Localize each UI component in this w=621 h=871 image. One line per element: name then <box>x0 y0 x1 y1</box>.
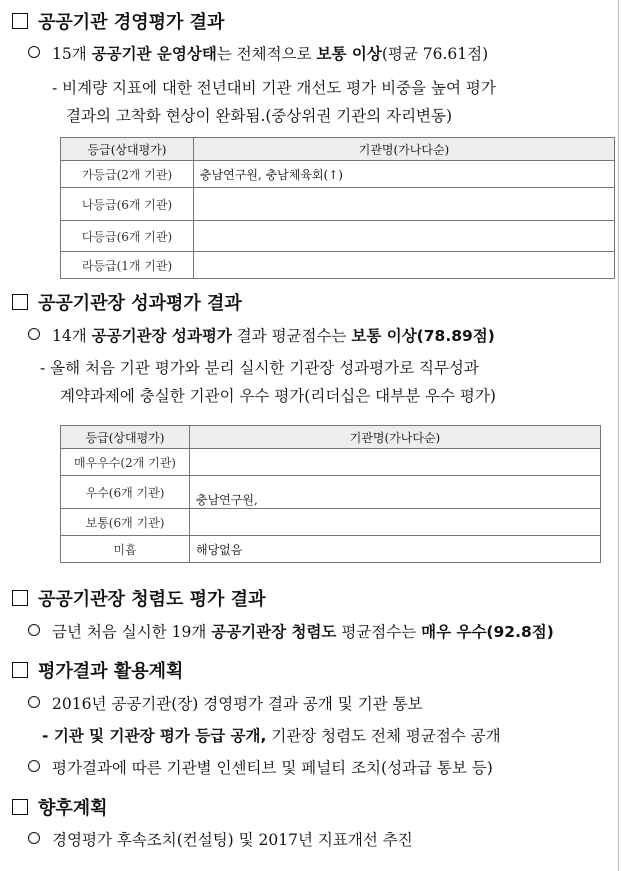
section-heading-5 <box>12 794 108 820</box>
table-header: 기관명(가나다순) <box>194 138 615 161</box>
checkbox-square-icon <box>12 294 28 310</box>
bullet-line: 2016년 공공기관(장) 경영평가 결과 공개 및 기관 통보 <box>28 692 423 714</box>
table-row: 우수(6개 기관) 충남연구원, <box>61 476 601 509</box>
table-row: 라등급(1개 기관) <box>61 252 615 279</box>
circle-bullet-icon <box>28 696 40 708</box>
circle-bullet-icon <box>28 328 40 340</box>
bullet-line: 금년 처음 실시한 19개 공공기관장 청렴도 평균점수는 매우 우수(92.8점) <box>28 620 554 642</box>
section-title: 평가결과 활용계획 <box>38 661 184 682</box>
section-title: 향후계획 <box>38 798 108 819</box>
circle-bullet-icon <box>28 832 40 844</box>
bullet-line: 14개 공공기관장 성과평가 결과 평균점수는 보통 이상(78.89점) <box>28 324 495 346</box>
section-heading-4 <box>12 657 183 683</box>
section-heading-2 <box>12 289 242 315</box>
section-title: 공공기관장 성과평가 결과 <box>38 293 242 314</box>
grade-table-1 <box>60 137 615 279</box>
table-header: 등급(상대평가) <box>61 426 190 449</box>
checkbox-square-icon <box>12 13 28 29</box>
section-heading-3 <box>12 585 265 611</box>
section-title: 공공기관 경영평가 결과 <box>38 12 225 33</box>
checkbox-square-icon <box>12 799 28 815</box>
detail-line: 결과의 고착화 현상이 완화됨.(중상위권 기관의 자리변동) <box>66 107 453 125</box>
bullet-line: 경영평가 후속조치(컨설팅) 및 2017년 지표개선 추진 <box>28 828 413 850</box>
circle-bullet-icon <box>28 46 40 58</box>
section-heading-1 <box>12 8 224 34</box>
section-title: 공공기관장 청렴도 평가 결과 <box>38 589 266 610</box>
bullet-line: 15개 공공기관 운영상태는 전체적으로 보통 이상(평균 76.61점) <box>28 42 488 64</box>
checkbox-square-icon <box>12 662 28 678</box>
checkbox-square-icon <box>12 590 28 606</box>
bullet-line: 평가결과에 따른 기관별 인센티브 및 페널티 조치(성과급 통보 등) <box>28 756 493 778</box>
detail-line: - 올해 처음 기관 평가와 분리 실시한 기관장 성과평가로 직무성과 <box>40 359 479 377</box>
table-row: 보통(6개 기관) <box>61 509 601 536</box>
table-header: 기관명(가나다순) <box>190 426 601 449</box>
detail-line: - 기관 및 기관장 평가 등급 공개, 기관장 청렴도 전체 평균점수 공개 <box>42 727 501 745</box>
table-row: 다등급(6개 기관) <box>61 221 615 252</box>
table-row: 미흡 해당없음 <box>61 536 601 563</box>
circle-bullet-icon <box>28 760 40 772</box>
circle-bullet-icon <box>28 624 40 636</box>
detail-line: 계약과제에 충실한 기관이 우수 평가(리더십은 대부분 우수 평가) <box>60 387 496 405</box>
table-row: 가등급(2개 기관) 충남연구원, 충남체육회(↑) <box>61 161 615 188</box>
grade-table-2 <box>60 425 601 563</box>
table-header: 등급(상대평가) <box>61 138 194 161</box>
table-row: 매우우수(2개 기관) <box>61 449 601 476</box>
table-row: 나등급(6개 기관) <box>61 188 615 221</box>
detail-line: - 비계량 지표에 대한 전년대비 기관 개선도 평가 비중을 높여 평가 <box>52 79 496 97</box>
page-edge-line <box>618 0 619 871</box>
